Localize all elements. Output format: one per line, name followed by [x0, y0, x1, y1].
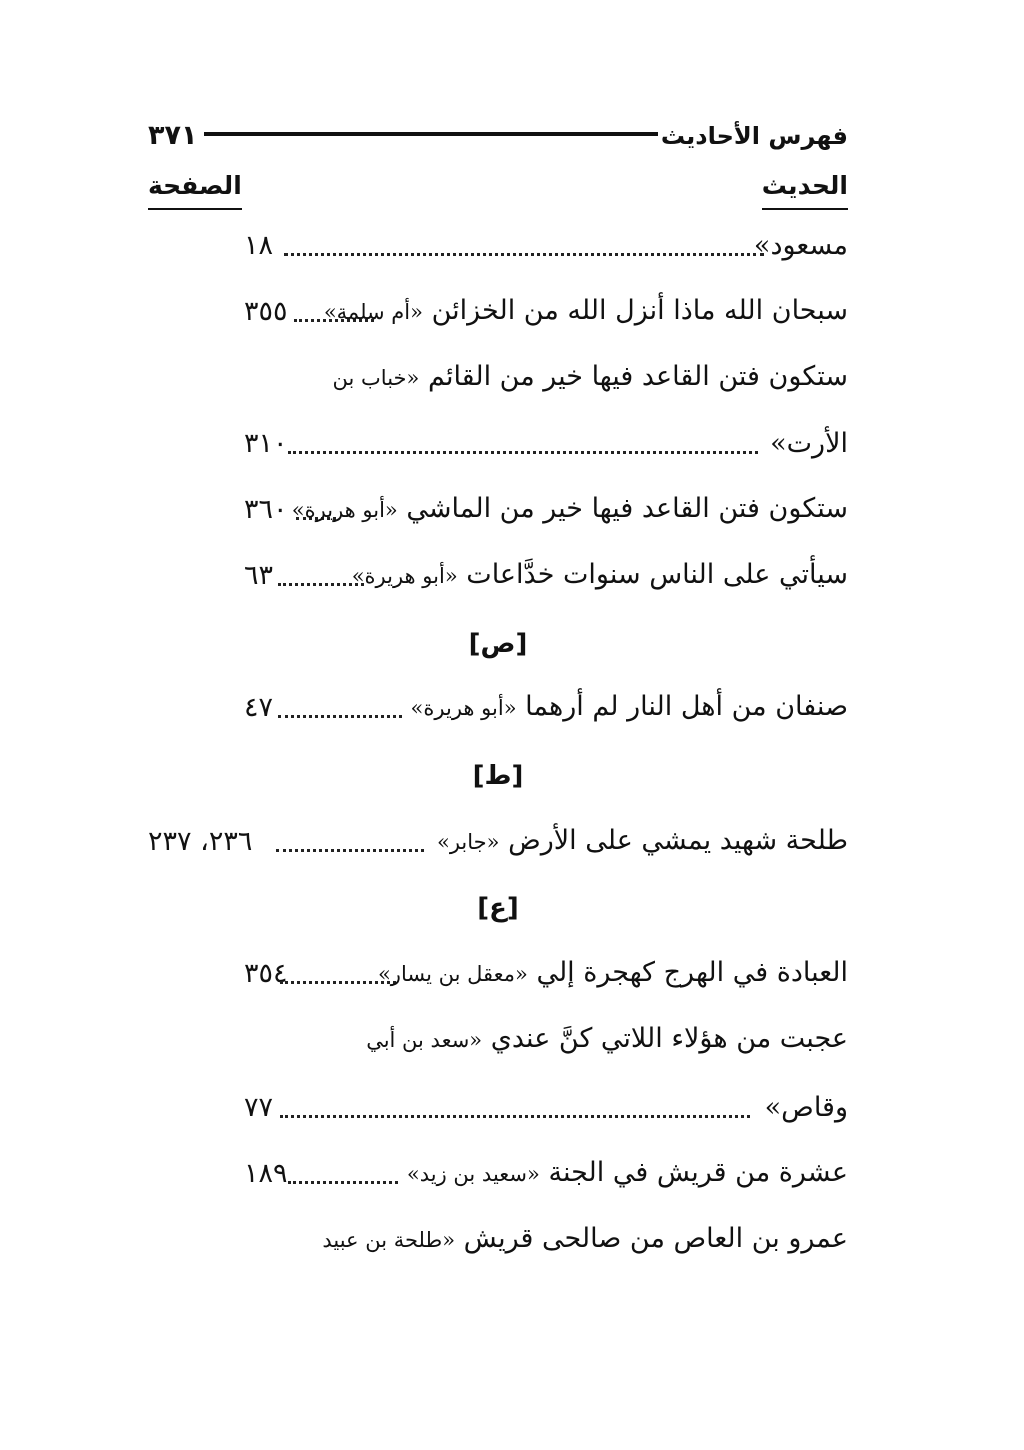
- entry-page: ٣٥٥: [244, 296, 288, 327]
- entry-text: طلحة شهيد يمشي على الأرض «جابر»: [436, 825, 848, 856]
- hadith-column-header: الحديث: [762, 168, 848, 210]
- index-entry: [148, 350, 848, 402]
- entry-page: ٣١٠: [244, 428, 288, 459]
- entry-narrator: «أبو هريرة»: [351, 564, 458, 588]
- letter-heading: [ص]: [468, 629, 528, 659]
- entry-page: ٧٧: [244, 1092, 274, 1123]
- index-entry: [148, 1212, 848, 1264]
- index-entry: [148, 218, 848, 270]
- index-entry: [148, 1012, 848, 1064]
- entry-narrator: «أم سلمة»: [323, 300, 423, 324]
- leader-dots: [284, 247, 764, 256]
- index-entry: [148, 548, 848, 600]
- entry-narrator: «سعيد بن زيد»: [406, 1162, 540, 1186]
- entry-narrator: «أبو هريرة»: [410, 696, 517, 720]
- entry-page: ٣٦٠: [244, 494, 288, 525]
- page-column-header: الصفحة: [148, 168, 242, 210]
- entry-text: سيأتي على الناس سنوات خدَّاعات «أبو هريرة»: [351, 559, 848, 590]
- entry-narrator: «معقل بن يسار»: [377, 962, 528, 986]
- entry-narrator: «جابر»: [436, 830, 500, 854]
- index-entry: [148, 284, 848, 336]
- letter-heading: [ع]: [477, 893, 519, 923]
- entry-page: ٢٣٦، ٢٣٧: [148, 826, 253, 857]
- entry-text: سبحان الله ماذا أنزل الله من الخزائن «أم سلمة»: [323, 295, 848, 326]
- leader-dots: [278, 709, 402, 718]
- letter-heading: [ط]: [472, 761, 524, 791]
- entry-text: وقاص»: [764, 1092, 848, 1123]
- leader-dots: [276, 843, 424, 852]
- entry-text: الأرت»: [770, 428, 848, 459]
- leader-dots: [288, 445, 758, 454]
- entry-page: ١٨: [244, 230, 274, 261]
- entry-page: ٣٥٤: [244, 958, 288, 989]
- leader-dots: [280, 1109, 750, 1118]
- leader-dots: [288, 1175, 398, 1184]
- entry-narrator: «أبو هريرة»: [291, 498, 398, 522]
- index-entry: [148, 680, 848, 732]
- index-entry: [148, 1080, 848, 1132]
- entry-text: ستكون فتن القاعد فيها خير من القائم «خباب بن: [332, 361, 848, 392]
- entry-text: صنفان من أهل النار لم أرهما «أبو هريرة»: [410, 691, 848, 722]
- entry-page: ٦٣: [244, 560, 274, 591]
- running-header: [148, 118, 848, 158]
- entry-page: ١٨٩: [244, 1158, 288, 1189]
- entry-text: العبادة في الهرج كهجرة إلي «معقل بن يسار»: [377, 957, 848, 988]
- running-title: فهرس الأحاديث: [660, 122, 848, 150]
- entry-text: عجبت من هؤلاء اللاتي كنَّ عندي «سعد بن أبي: [366, 1023, 848, 1054]
- entry-page: ٤٧: [244, 692, 274, 723]
- page-number: ٣٧١: [148, 120, 198, 151]
- index-entry: [148, 814, 848, 866]
- header-rule: [204, 132, 658, 136]
- index-entry: [148, 946, 848, 998]
- entry-narrator: «سعد بن أبي: [366, 1028, 483, 1052]
- entry-text: ستكون فتن القاعد فيها خير من الماشي «أبو هريرة»: [291, 493, 848, 524]
- entry-narrator: «طلحة بن عبيد: [322, 1228, 456, 1252]
- index-entry: [148, 482, 848, 534]
- entry-text: عشرة من قريش في الجنة «سعيد بن زيد»: [406, 1157, 848, 1188]
- index-entry: [148, 416, 848, 468]
- entry-text: عمرو بن العاص من صالحى قريش «طلحة بن عبيد: [322, 1223, 848, 1254]
- entry-text: مسعود»: [753, 230, 848, 261]
- index-entry: [148, 1146, 848, 1198]
- entry-narrator: «خباب بن: [332, 366, 420, 390]
